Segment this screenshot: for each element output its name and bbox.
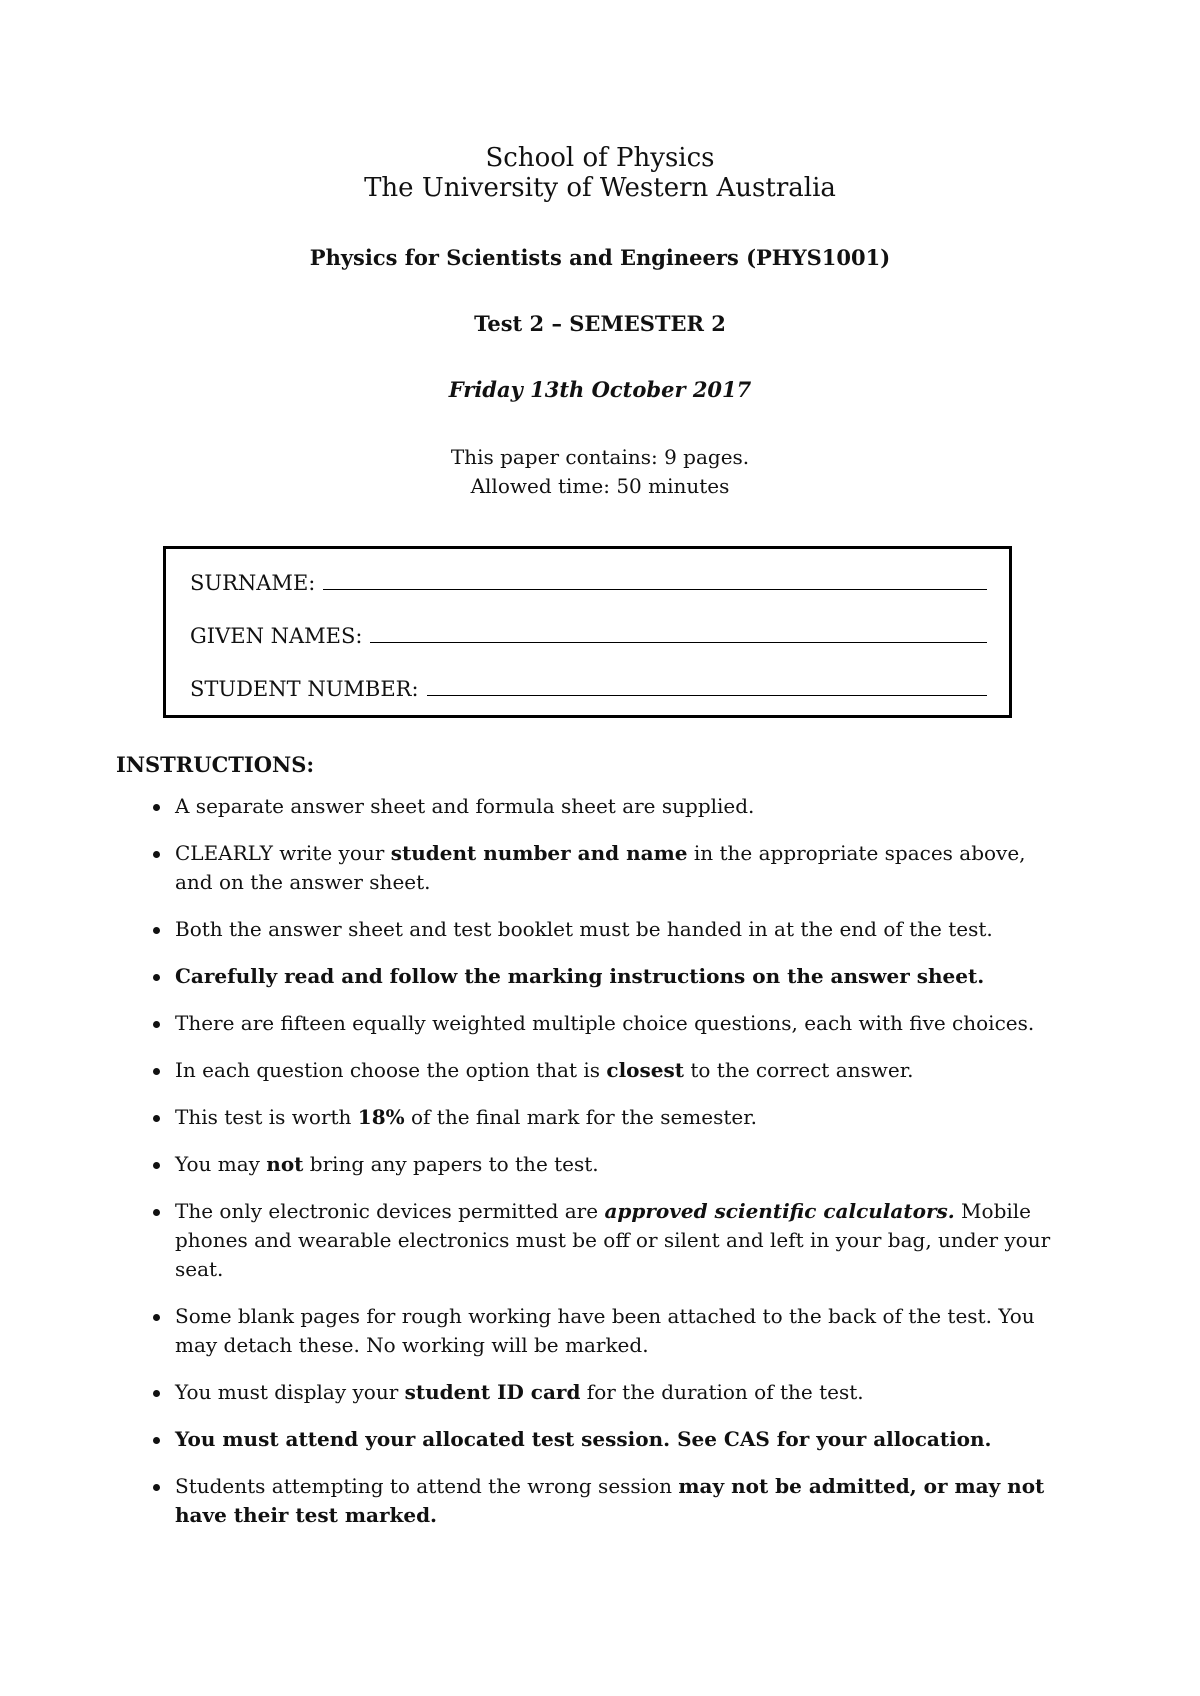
instruction-text: In each question choose the option that is <box>175 1058 607 1082</box>
instructions-heading: INSTRUCTIONS: <box>116 752 315 777</box>
instruction-emphasis: You must attend your allocated test session. See CAS for your allocation. <box>175 1427 992 1451</box>
given-names-row <box>190 624 987 648</box>
instruction-item <box>150 839 1065 897</box>
surname-field[interactable] <box>323 589 987 590</box>
instruction-text: to the correct answer. <box>684 1058 914 1082</box>
surname-row <box>190 571 987 595</box>
instruction-text: This test is worth <box>175 1105 358 1129</box>
given-names-field[interactable] <box>370 642 987 643</box>
instruction-item <box>150 1197 1065 1284</box>
bullet-icon <box>153 974 160 981</box>
bullet-icon <box>153 804 160 811</box>
instruction-emphasis: may not be admitted, or may not have their test marked. <box>175 1474 1045 1527</box>
instruction-item <box>150 1009 1065 1038</box>
instruction-item <box>150 1103 1065 1132</box>
student-number-label: STUDENT NUMBER: <box>190 677 419 701</box>
given-names-label: GIVEN NAMES: <box>190 624 363 648</box>
instruction-emphasis: student ID card <box>404 1380 581 1404</box>
instruction-text: Mobile phones and wearable electronics must be off or silent and left in your bag, under your seat. <box>175 1199 1051 1281</box>
bullet-icon <box>153 1209 160 1216</box>
bullet-icon <box>153 851 160 858</box>
bullet-icon <box>153 1390 160 1397</box>
bullet-icon <box>153 1021 160 1028</box>
instruction-emphasis: not <box>266 1152 304 1176</box>
instruction-emphasis: approved scientific calculators. <box>604 1199 955 1223</box>
allowed-time: Allowed time: 50 minutes <box>470 474 730 498</box>
bullet-icon <box>153 1162 160 1169</box>
instruction-text: You must display your <box>175 1380 405 1404</box>
instruction-text: The only electronic devices permitted are <box>175 1199 605 1223</box>
bullet-icon <box>153 1437 160 1444</box>
test-date: Friday 13th October 2017 <box>448 377 752 402</box>
bullet-icon <box>153 1068 160 1075</box>
instructions-list <box>150 792 1065 1548</box>
instruction-emphasis: Carefully read and follow the marking instructions on the answer sheet. <box>175 964 985 988</box>
course-title: Physics for Scientists and Engineers (PHYS1001) <box>309 245 891 270</box>
test-title: Test 2 – SEMESTER 2 <box>474 311 726 336</box>
instruction-item <box>150 1378 1065 1407</box>
bullet-icon <box>153 927 160 934</box>
instruction-item <box>150 915 1065 944</box>
bullet-icon <box>153 1314 160 1321</box>
instruction-item <box>150 1056 1065 1085</box>
instruction-text: Students attempting to attend the wrong session <box>175 1474 679 1498</box>
instruction-item <box>150 1150 1065 1179</box>
student-number-field[interactable] <box>427 695 987 696</box>
instruction-text: A separate answer sheet and formula sheet are supplied. <box>175 794 755 818</box>
instruction-text: CLEARLY write your <box>175 841 391 865</box>
university-name: The University of Western Australia <box>364 173 836 203</box>
instruction-item <box>150 1472 1065 1530</box>
instruction-emphasis: closest <box>606 1058 684 1082</box>
student-number-row <box>190 677 987 701</box>
instruction-item <box>150 1302 1065 1360</box>
instruction-item <box>150 1425 1065 1454</box>
bullet-icon <box>153 1115 160 1122</box>
instruction-text: There are fifteen equally weighted multiple choice questions, each with five choices. <box>175 1011 1035 1035</box>
bullet-icon <box>153 1484 160 1491</box>
instruction-item <box>150 792 1065 821</box>
instruction-emphasis: student number and name <box>390 841 688 865</box>
instruction-emphasis: 18% <box>357 1105 405 1129</box>
instruction-text: bring any papers to the test. <box>303 1152 599 1176</box>
instruction-text: Both the answer sheet and test booklet must be handed in at the end of the test. <box>175 917 993 941</box>
instruction-text: Some blank pages for rough working have been attached to the back of the test. You may detach these. No working will be marked. <box>175 1304 1035 1357</box>
instruction-text: for the duration of the test. <box>580 1380 864 1404</box>
page-count: This paper contains: 9 pages. <box>450 445 750 469</box>
student-details-box <box>163 546 1012 718</box>
instruction-text: You may <box>175 1152 267 1176</box>
school-name: School of Physics <box>485 143 715 173</box>
surname-label: SURNAME: <box>190 571 316 595</box>
instruction-text: in the appropriate spaces above, and on the answer sheet. <box>175 841 1026 894</box>
instruction-item <box>150 962 1065 991</box>
instruction-text: of the final mark for the semester. <box>404 1105 757 1129</box>
